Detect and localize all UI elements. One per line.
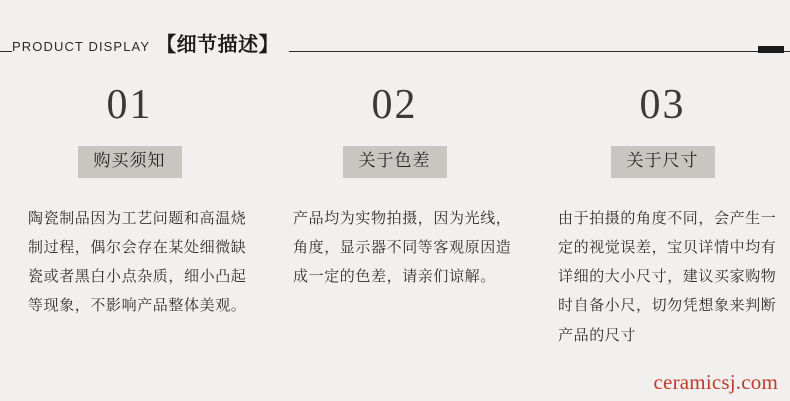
column-number: 02 [371, 82, 418, 128]
info-column [263, 84, 526, 350]
column-body-text: 由于拍摄的角度不同，会产生一定的视觉误差，宝贝详情中均有详细的大小尺寸，建议买家购物时自备小尺，切勿凭想象来判断产品的尺寸 [558, 208, 777, 344]
column-body-text: 产品均为实物拍摄，因为光线，角度，显示器不同等客观原因造成一定的色差，请亲们谅解。 [293, 208, 512, 286]
column-badge: 关于尺寸 [611, 146, 715, 178]
column-number: 03 [639, 82, 686, 128]
header-chinese-label: 【细节描述】 [156, 32, 280, 56]
section-header [0, 28, 790, 74]
column-badge: 关于色差 [343, 146, 447, 178]
info-column [0, 84, 263, 350]
column-body-text: 陶瓷制品因为工艺问题和高温烧制过程，偶尔会存在某处细微缺瓷或者黑白小点杂质，细小凸起等现象，不影响产品整体美观。 [28, 208, 247, 315]
column-number: 01 [106, 82, 153, 128]
header-end-marker [758, 46, 784, 53]
column-badge: 购买须知 [78, 146, 182, 178]
header-title-group [12, 28, 289, 57]
site-watermark: ceramicsj.com [653, 370, 778, 394]
header-english-label: PRODUCT DISPLAY [12, 39, 151, 54]
info-columns [0, 84, 790, 350]
info-column [526, 84, 789, 350]
